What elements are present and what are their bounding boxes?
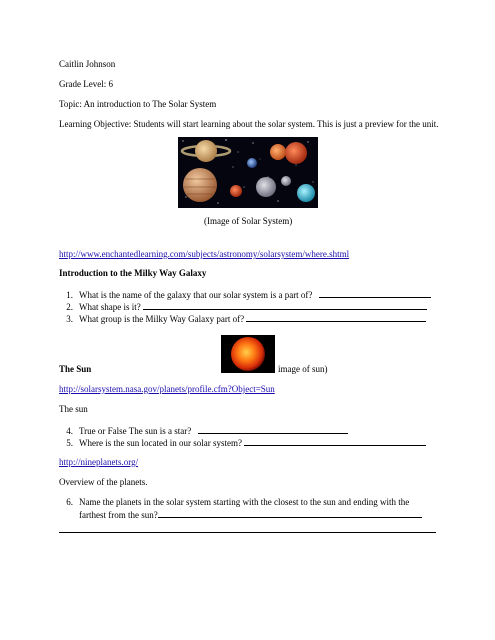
author-name: Caitlin Johnson (59, 59, 116, 69)
sun-image (221, 335, 275, 373)
question-number: 2. (66, 302, 73, 312)
question-6 (59, 497, 409, 507)
planets-overview: Overview of the planets. (59, 477, 148, 487)
answer-line-2[interactable] (143, 301, 427, 310)
question-number: 3. (66, 314, 73, 324)
sun-heading: The Sun (59, 364, 92, 374)
answer-line-4[interactable] (198, 425, 348, 434)
grade-level: Grade Level: 6 (59, 79, 113, 89)
answer-line-3[interactable] (246, 313, 426, 322)
answer-line-5[interactable] (244, 437, 426, 446)
question-text: Where is the sun located in our solar system? (79, 438, 242, 448)
question-text: True or False The sun is a star? (79, 426, 192, 436)
sun-subheading: The sun (59, 404, 88, 414)
topic: Topic: An introduction to The Solar System (59, 99, 217, 109)
question-text-line-2: farthest from the sun? (79, 510, 158, 520)
solar-system-caption: (Image of Solar System) (204, 216, 293, 226)
sun-image-caption: image of sun) (278, 364, 328, 374)
enchanted-learning-link[interactable]: http://www.enchantedlearning.com/subjects/astronomy/solarsystem/where.shtml (59, 249, 350, 259)
question-number: 5. (66, 438, 73, 448)
answer-line-1[interactable] (319, 289, 431, 298)
question-number: 1. (66, 290, 73, 300)
learning-objective: Learning Objective: Students will start learning about the solar system. This is just a preview for the unit. (59, 119, 439, 129)
solar-system-image (178, 137, 318, 208)
question-4 (59, 425, 348, 436)
question-2 (59, 301, 427, 312)
question-number: 6. (66, 497, 73, 507)
nasa-sun-link[interactable]: http://solarsystem.nasa.gov/planets/profile.cfm?Object=Sun (59, 384, 275, 394)
question-text-line-1: Name the planets in the solar system starting with the closest to the sun and ending with the (79, 497, 410, 507)
question-5 (59, 437, 426, 448)
question-text: What is the name of the galaxy that our solar system is a part of? (79, 290, 313, 300)
question-1 (59, 289, 431, 300)
question-3 (59, 313, 426, 324)
nineplanets-link[interactable]: http://nineplanets.org/ (59, 457, 139, 467)
answer-line-6[interactable] (158, 509, 422, 518)
milky-way-heading: Introduction to the Milky Way Galaxy (59, 268, 207, 278)
question-text: What group is the Milky Way Galaxy part of? (79, 314, 245, 324)
question-number: 4. (66, 426, 73, 436)
answer-line-7[interactable] (59, 532, 436, 533)
question-text: What shape is it? (79, 302, 141, 312)
question-6-continued (79, 509, 422, 520)
